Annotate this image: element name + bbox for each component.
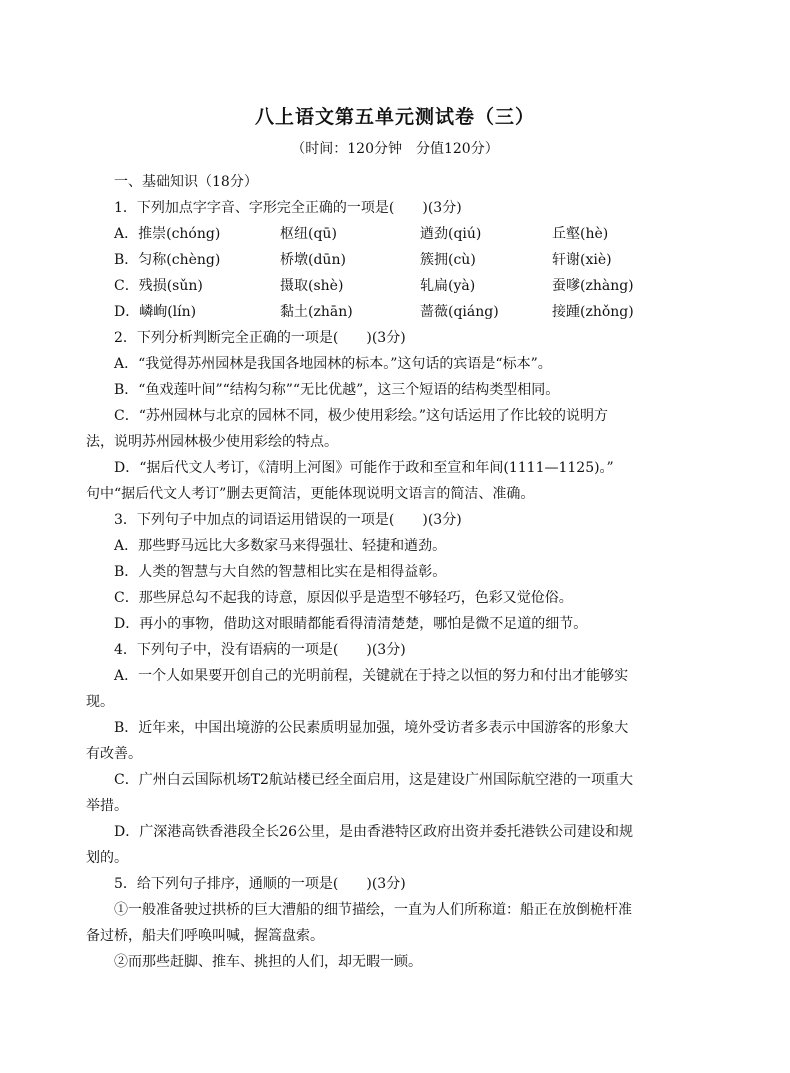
q2-option-c: C．“苏州园林与北京的园林不同，极少使用彩绘。”这句话运用了作比较的说明方: [114, 408, 609, 424]
q5-sentence-1: ①一般准备驶过拱桥的巨大漕船的细节描绘，一直为人们所称道：船正在放倒桅杆准: [114, 902, 632, 918]
q4-option-c: C．广州白云国际机场T2航站楼已经全面启用，这是建设广州国际航空港的一项重大: [114, 772, 633, 788]
question-2-stem: 2．下列分析判断完全正确的一项是( )(3分): [114, 330, 406, 346]
q3-option-c: C．那些屏总勾不起我的诗意，原因似乎是造型不够轻巧，色彩又觉伧俗。: [114, 590, 573, 606]
q2-option-a: A．“我觉得苏州园林是我国各地园林的标本。”这句话的宾语是“标本”。: [114, 356, 552, 372]
q1-option-c-word4: 蚕嗲(zhàng): [552, 278, 634, 294]
q4-option-d: D．广深港高铁香港段全长26公里，是由香港特区政府出资并委托港铁公司建设和规: [114, 824, 634, 840]
q1-option-b-word2: 桥墩(dūn): [280, 252, 346, 268]
question-5-stem: 5．给下列句子排序，通顺的一项是( )(3分): [114, 876, 406, 892]
exam-time-score: （时间：120分钟 分值120分）: [291, 141, 499, 157]
q2-option-d-cont: 句中“据后代文人考订”删去更简洁，更能体现说明文语言的简洁、准确。: [86, 486, 535, 502]
page-title: 八上语文第五单元测试卷（三）: [254, 106, 535, 128]
q2-option-d: D．“据后代文人考订，《清明上河图》可能作于政和至宣和年间(1111—1125)。”: [114, 460, 614, 476]
q1-option-d-word4: 接踵(zhǒng): [552, 304, 634, 320]
q2-option-b: B．“鱼戏莲叶间”“结构匀称”“无比优越”，这三个短语的结构类型相同。: [114, 382, 560, 398]
q3-option-b: B．人类的智慧与大自然的智慧相比实在是相得益彰。: [114, 564, 447, 580]
q3-option-d: D．再小的事物，借助这对眼睛都能看得清清楚楚，哪怕是微不足道的细节。: [114, 616, 588, 632]
q1-option-c-word2: 摄取(shè): [280, 278, 344, 294]
question-1-stem: 1．下列加点字字音、字形完全正确的一项是( )(3分): [114, 200, 462, 216]
q2-option-c-cont: 法，说明苏州园林极少使用彩绘的特点。: [86, 434, 338, 450]
q5-sentence-1-cont: 备过桥，船夫们呼唤叫喊，握篙盘索。: [86, 928, 324, 944]
q1-option-a-word4: 丘壑(hè): [552, 226, 609, 242]
q4-option-b: B．近年来，中国出境游的公民素质明显加强，境外受访者多表示中国游客的形象大: [114, 720, 629, 736]
q1-option-c-word3: 轧扁(yà): [420, 278, 476, 294]
section-heading: 一、基础知识（18分）: [114, 174, 258, 190]
q1-option-a-word1: A．推崇(chóng): [114, 226, 221, 242]
q3-option-a: A．那些野马远比大多数家马来得强壮、轻捷和遒劲。: [114, 538, 447, 554]
question-4-stem: 4．下列句子中，没有语病的一项是( )(3分): [114, 642, 406, 658]
q1-option-b-word4: 轩谢(xiè): [552, 252, 612, 268]
q4-option-c-cont: 举措。: [86, 798, 128, 814]
q4-option-d-cont: 划的。: [86, 850, 128, 866]
q1-option-c-word1: C．残损(sǔn): [114, 278, 203, 294]
q1-option-d-word2: 黏土(zhān): [280, 304, 353, 320]
q1-option-b-word1: B．匀称(chèng): [114, 252, 221, 268]
q4-option-b-cont: 有改善。: [86, 746, 142, 762]
q5-sentence-2: ②而那些赶脚、推车、挑担的人们，却无暇一顾。: [114, 954, 422, 970]
q1-option-b-word3: 簇拥(cù): [420, 252, 476, 268]
q1-option-d-word1: D．嶙峋(lín): [114, 304, 197, 320]
q1-option-a-word2: 枢纽(qū): [280, 226, 337, 242]
q1-option-d-word3: 蔷薇(qiáng): [420, 304, 499, 320]
q4-option-a-cont: 现。: [86, 694, 114, 710]
question-3-stem: 3．下列句子中加点的词语运用错误的一项是( )(3分): [114, 512, 462, 528]
q4-option-a: A．一个人如果要开创自己的光明前程，关键就在于持之以恒的努力和付出才能够实: [114, 668, 629, 684]
q1-option-a-word3: 遒劲(qiú): [420, 226, 482, 242]
